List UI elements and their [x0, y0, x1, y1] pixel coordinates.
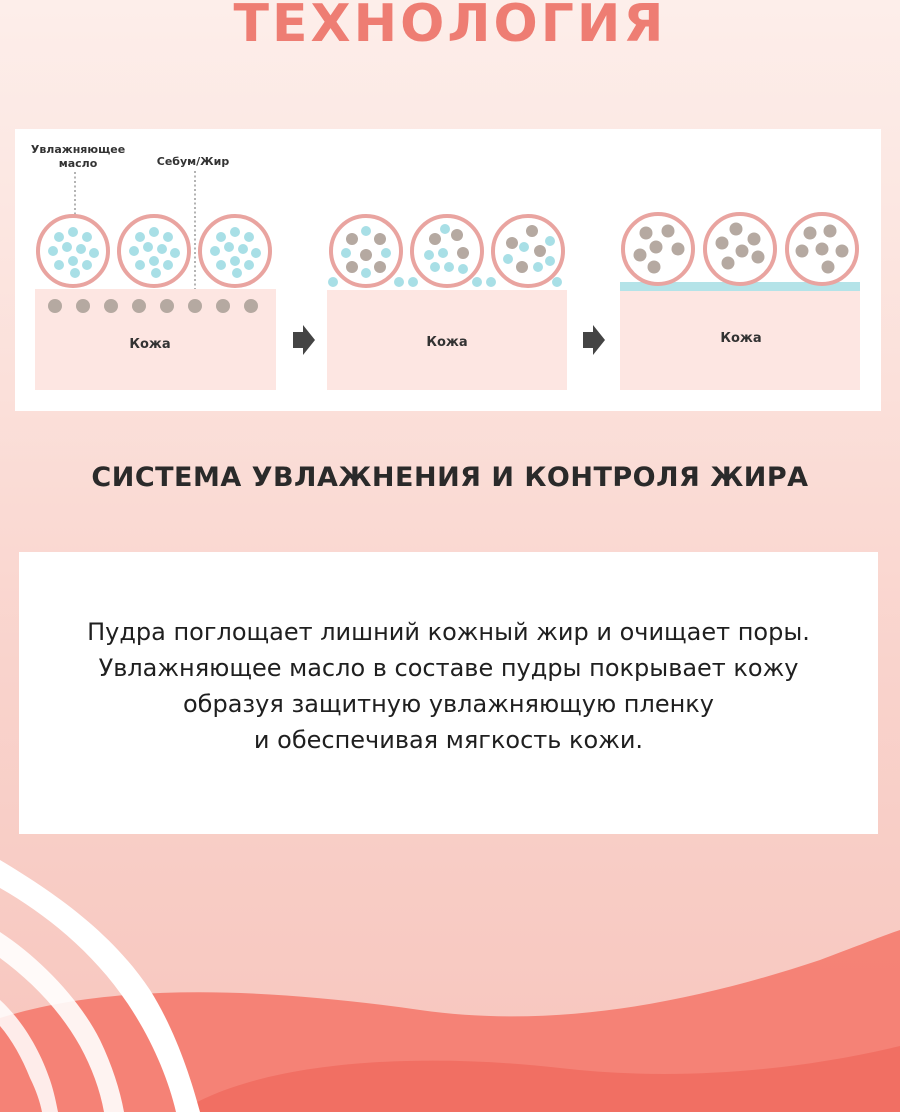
oil-label-line2: масло	[58, 157, 98, 170]
powder-capsule	[200, 216, 270, 286]
stage-1	[35, 216, 276, 390]
powder-capsule	[412, 216, 482, 286]
diagram-svg	[15, 129, 881, 411]
arrow-right-icon	[583, 325, 605, 355]
sebum-dot	[188, 299, 202, 313]
page-title: ТЕХНОЛОГИЯ	[233, 0, 667, 54]
sebum-dot	[48, 299, 62, 313]
description-line: Пудра поглощает лишний кожный жир и очищает поры.	[87, 618, 810, 646]
stage-2	[327, 216, 567, 390]
powder-capsule	[705, 214, 775, 284]
powder-capsule	[623, 214, 693, 284]
arrow-right-icon	[293, 325, 315, 355]
skin-label: Кожа	[720, 331, 762, 346]
description-line: и обеспечивая мягкость кожи.	[253, 726, 644, 754]
powder-capsule	[331, 216, 401, 286]
sebum-dot	[132, 299, 146, 313]
sebum-dot	[244, 299, 258, 313]
sebum-dot	[104, 299, 118, 313]
powder-capsule	[493, 216, 563, 286]
powder-capsule	[787, 214, 857, 284]
sebum-label: Себум/Жир	[156, 155, 230, 168]
description-card	[19, 552, 878, 834]
sebum-dot	[216, 299, 230, 313]
powder-capsule	[38, 216, 108, 286]
description-line: образуя защитную увлажняющую пленку	[182, 690, 714, 718]
sebum-dot	[160, 299, 174, 313]
technology-diagram	[15, 129, 881, 411]
skin-label: Кожа	[129, 337, 171, 352]
stage-3	[620, 214, 860, 390]
section-title: СИСТЕМА УВЛАЖНЕНИЯ И КОНТРОЛЯ ЖИРА	[91, 462, 809, 493]
skin-label: Кожа	[426, 335, 468, 350]
description-line: Увлажняющее масло в составе пудры покрывает кожу	[98, 654, 799, 682]
powder-capsule	[119, 216, 189, 286]
description-text	[19, 552, 878, 758]
decorative-waves	[0, 840, 900, 1112]
sebum-dot	[76, 299, 90, 313]
oil-label-line1: Увлажняющее	[30, 143, 126, 156]
